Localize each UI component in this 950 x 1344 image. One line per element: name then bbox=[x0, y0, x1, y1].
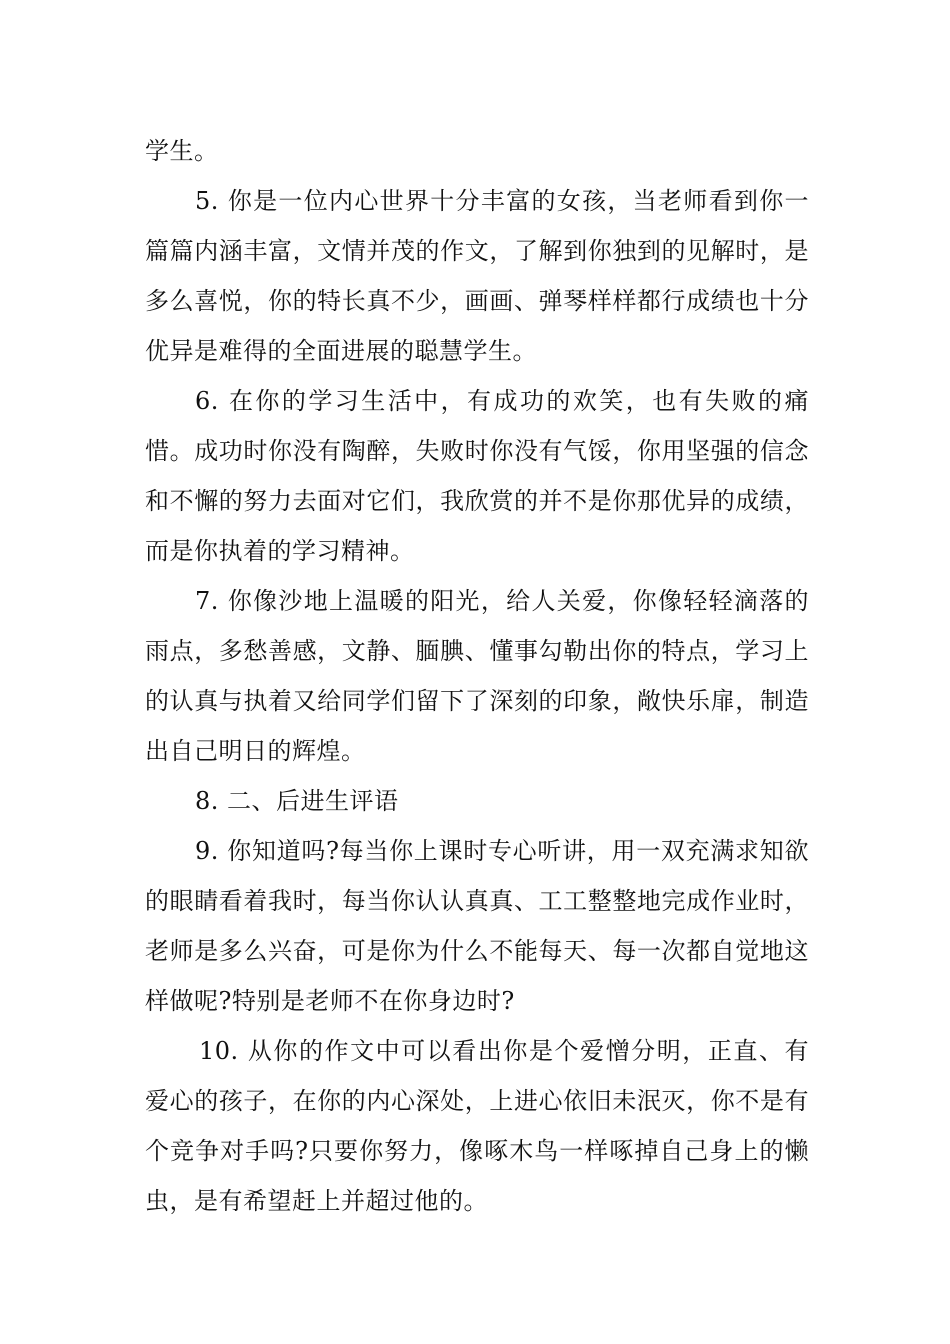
paragraph-continuation: 学生。 bbox=[145, 137, 219, 165]
paragraph-item-9: 9. 你知道吗?每当你上课时专心听讲，用一双充满求知欲的眼睛看着我时，每当你认认真真、工工整整地完成作业时，老师是多么兴奋，可是你为什么不能每天、每一次都自觉地这样做呢?特别是老师不在你身边时? bbox=[145, 837, 809, 1015]
paragraph-item-7: 7. 你像沙地上温暖的阳光，给人关爱，你像轻轻滴落的雨点，多愁善感，文静、腼腆、懂事勾勒出你的特点，学习上的认真与执着又给同学们留下了深刻的印象，敞快乐扉，制造出自己明日的辉煌。 bbox=[145, 587, 809, 765]
paragraph-item-6: 6. 在你的学习生活中，有成功的欢笑，也有失败的痛惜。成功时你没有陶醉，失败时你没有气馁，你用坚强的信念和不懈的努力去面对它们，我欣赏的并不是你那优异的成绩，而是你执着的学习精神。 bbox=[145, 387, 809, 565]
paragraph-item-10: 10. 从你的作文中可以看出你是个爱憎分明，正直、有爱心的孩子，在你的内心深处，上进心依旧未泯灭，你不是有个竞争对手吗?只要你努力，像啄木鸟一样啄掉自己身上的懒虫，是有希望赶上并超过他的。 bbox=[145, 1037, 809, 1215]
paragraph-item-5: 5. 你是一位内心世界十分丰富的女孩，当老师看到你一篇篇内涵丰富，文情并茂的作文，了解到你独到的见解时，是多么喜悦，你的特长真不少，画画、弹琴样样都行成绩也十分优异是难得的全面进展的聪慧学生。 bbox=[145, 187, 809, 365]
paragraph-item-8-heading: 8. 二、后进生评语 bbox=[195, 787, 399, 815]
document-page bbox=[145, 126, 809, 1226]
